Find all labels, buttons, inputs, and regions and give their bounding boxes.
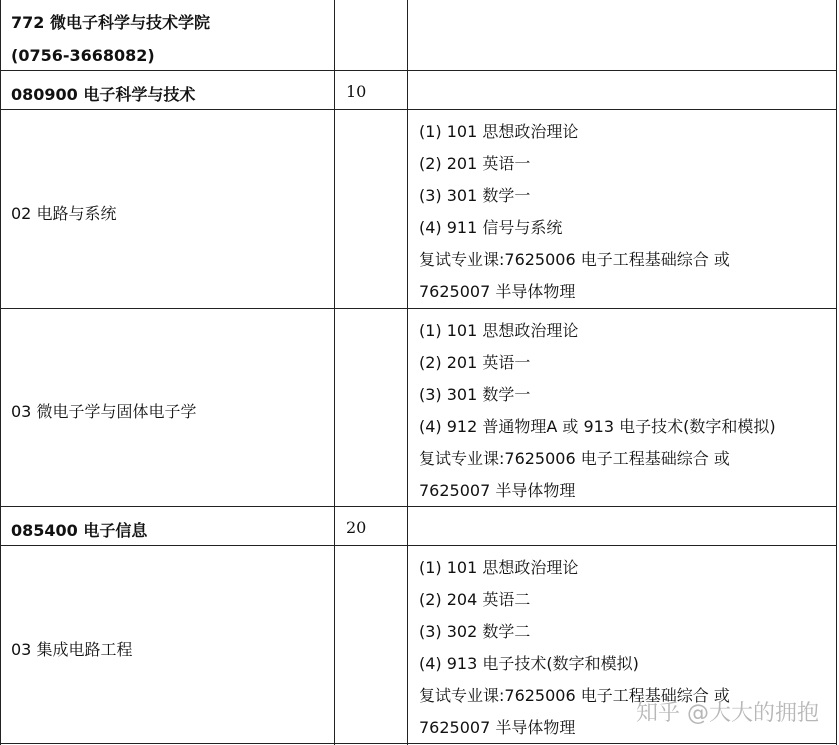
- exam-subject: (1) 101 思想政治理论: [419, 558, 579, 577]
- retest-subject: 7625007 半导体物理: [419, 718, 576, 737]
- exam-subject: (1) 101 思想政治理论: [419, 321, 579, 340]
- direction-name: 03 集成电路工程: [11, 640, 133, 659]
- retest-subject: 复试专业课:7625006 电子工程基础综合 或: [419, 686, 730, 705]
- grid-line: [0, 70, 837, 71]
- exam-subject: (3) 301 数学一: [419, 186, 531, 205]
- grid-line: [836, 0, 837, 745]
- direction-name: 03 微电子学与固体电子学: [11, 402, 197, 421]
- enrollment-quota: 20: [346, 518, 367, 537]
- exam-subject-list: [419, 116, 730, 308]
- grid-line: [0, 0, 1, 745]
- exam-subject: (4) 912 普通物理A 或 913 电子技术(数字和模拟): [419, 417, 776, 436]
- grid-line: [407, 0, 408, 745]
- exam-subject: (2) 204 英语二: [419, 590, 531, 609]
- grid-line: [0, 308, 837, 309]
- retest-subject: 复试专业课:7625006 电子工程基础综合 或: [419, 449, 730, 468]
- exam-subject-list: [419, 315, 776, 507]
- exam-subject: (4) 911 信号与系统: [419, 218, 563, 237]
- watermark: 知乎 @大大的拥抱: [636, 701, 819, 726]
- major-header: 080900 电子科学与技术: [11, 85, 196, 104]
- enrollment-quota: 10: [346, 82, 367, 101]
- grid-line: [0, 109, 837, 110]
- exam-subject: (1) 101 思想政治理论: [419, 122, 579, 141]
- school-name: 772 微电子科学与技术学院: [11, 13, 210, 32]
- exam-subject: (3) 301 数学一: [419, 385, 531, 404]
- exam-subject: (2) 201 英语一: [419, 154, 531, 173]
- retest-subject: 复试专业课:7625006 电子工程基础综合 或: [419, 250, 730, 269]
- direction-name: 02 电路与系统: [11, 204, 117, 223]
- exam-subject: (2) 201 英语一: [419, 353, 531, 372]
- retest-subject: 7625007 半导体物理: [419, 282, 576, 301]
- exam-subject: (4) 913 电子技术(数字和模拟): [419, 654, 639, 673]
- grid-line: [334, 0, 335, 745]
- school-phone: (0756-3668082): [11, 46, 155, 65]
- exam-subject: (3) 302 数学二: [419, 622, 531, 641]
- major-header: 085400 电子信息: [11, 521, 148, 540]
- grid-line: [0, 545, 837, 546]
- retest-subject: 7625007 半导体物理: [419, 481, 576, 500]
